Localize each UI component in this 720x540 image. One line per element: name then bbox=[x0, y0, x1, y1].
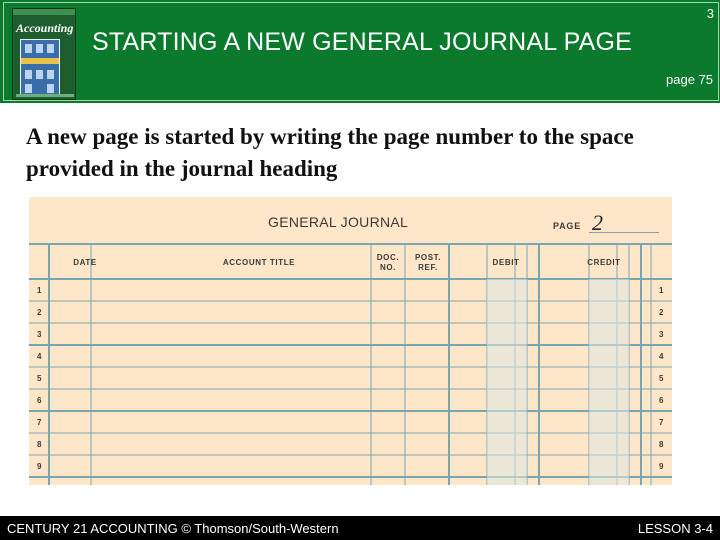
row-number-right: 3 bbox=[659, 330, 664, 339]
row-number-left: 7 bbox=[37, 418, 42, 427]
cover-window bbox=[36, 70, 43, 79]
page-reference: page 75 bbox=[666, 72, 713, 87]
cover-window bbox=[47, 70, 54, 79]
column-rules bbox=[49, 244, 651, 485]
row-number-left: 6 bbox=[37, 396, 42, 405]
cover-footer-strip bbox=[16, 94, 74, 97]
cover-window bbox=[36, 44, 43, 53]
cover-photo bbox=[20, 39, 60, 97]
debit-amount-shade bbox=[487, 279, 527, 485]
cover-window bbox=[25, 70, 32, 79]
column-header-post-ref: POST. REF. bbox=[414, 253, 442, 272]
row-number-right: 9 bbox=[659, 462, 664, 471]
journal-title: GENERAL JOURNAL bbox=[268, 214, 409, 230]
row-number-right: 1 bbox=[659, 286, 664, 295]
cover-window bbox=[25, 84, 32, 93]
general-journal-form bbox=[29, 197, 672, 485]
journal-page-label: PAGE bbox=[553, 221, 582, 231]
row-number-left: 4 bbox=[37, 352, 42, 361]
slide-subtitle: A new page is started by writing the page number to the space provided in the journal heading bbox=[26, 124, 634, 181]
row-number-right: 2 bbox=[659, 308, 664, 317]
row-number-right: 8 bbox=[659, 440, 664, 449]
column-header-debit: DEBIT bbox=[492, 258, 520, 267]
row-number-right: 7 bbox=[659, 418, 664, 427]
lesson-number: LESSON 3-4 bbox=[637, 521, 713, 536]
row-number-right: 5 bbox=[659, 374, 664, 383]
row-number-right: 4 bbox=[659, 352, 664, 361]
column-header-credit: CREDIT bbox=[587, 258, 621, 267]
credit-amount-shade bbox=[589, 279, 629, 485]
row-number-left: 8 bbox=[37, 440, 42, 449]
footer-credit: CENTURY 21 ACCOUNTING © Thomson/South-Western bbox=[7, 521, 339, 536]
row-number-right: 6 bbox=[659, 396, 664, 405]
row-rules bbox=[29, 301, 672, 477]
cover-photo-band bbox=[21, 58, 59, 64]
cover-window bbox=[25, 44, 32, 53]
textbook-cover-image bbox=[12, 8, 76, 100]
row-number-left: 2 bbox=[37, 308, 42, 317]
column-header-doc-no: DOC. NO. bbox=[376, 253, 400, 272]
row-number-left: 3 bbox=[37, 330, 42, 339]
slide-header bbox=[0, 0, 720, 103]
journal-grid bbox=[29, 197, 672, 485]
cover-window bbox=[47, 84, 54, 93]
column-header-account-title: ACCOUNT TITLE bbox=[222, 258, 296, 267]
slide-footer bbox=[0, 516, 720, 540]
cover-top-strip bbox=[13, 9, 76, 15]
cover-window bbox=[47, 44, 54, 53]
row-number-left: 1 bbox=[37, 286, 42, 295]
row-number-left: 9 bbox=[37, 462, 42, 471]
cover-brand-text: Accounting bbox=[16, 21, 74, 35]
slide-title: STARTING A NEW GENERAL JOURNAL PAGE bbox=[92, 28, 632, 56]
slide-number: 3 bbox=[706, 6, 714, 21]
column-header-date: DATE bbox=[73, 258, 97, 267]
journal-page-number: 2 bbox=[592, 210, 603, 235]
row-number-left: 5 bbox=[37, 374, 42, 383]
